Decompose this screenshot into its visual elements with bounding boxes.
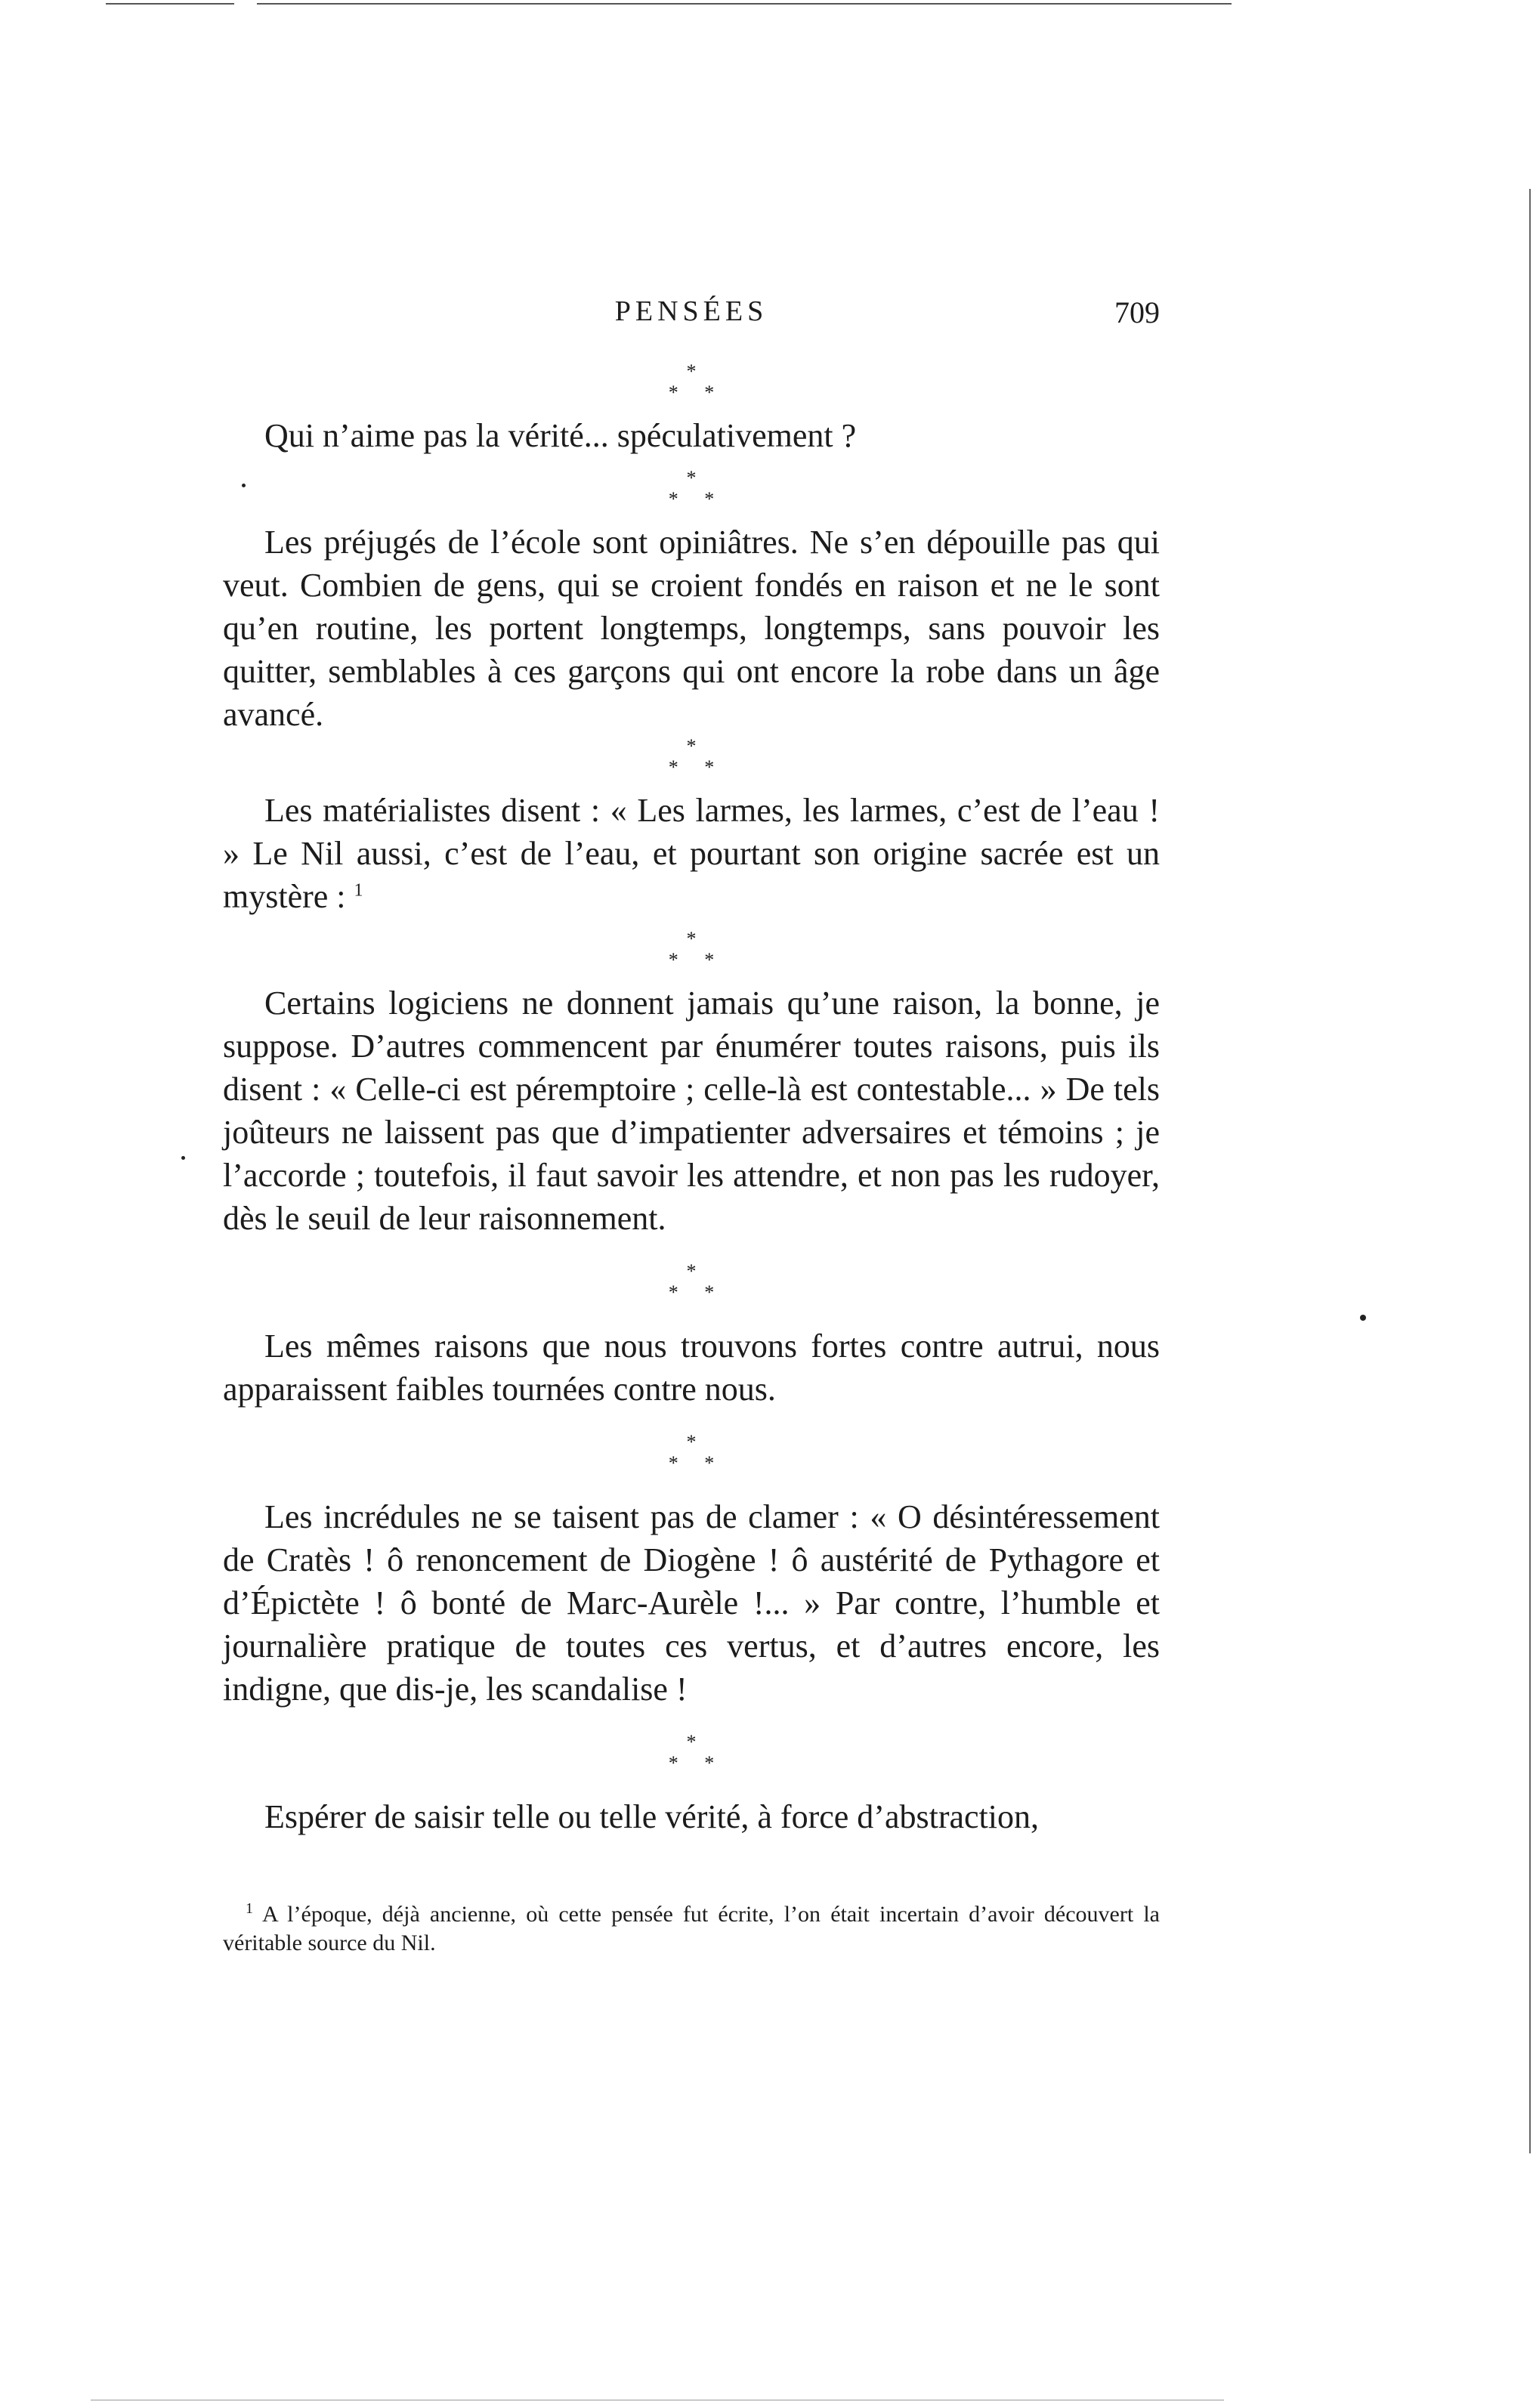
asterism-bottom: * * — [668, 1452, 725, 1474]
paragraph: Qui n’aime pas la vérité... spéculativement ? — [264, 417, 857, 454]
asterism-separator — [223, 1432, 1160, 1474]
scan-edge-right — [1529, 189, 1531, 2153]
footnote — [223, 1900, 1160, 1958]
running-head: PENSÉES — [614, 295, 768, 327]
page-header — [223, 295, 1160, 340]
asterism-separator — [223, 929, 1160, 971]
dust-speck — [181, 1156, 185, 1160]
asterism-top: * — [686, 467, 697, 489]
paragraph: Certains logiciens ne donnent jamais qu’une raison, la bonne, je suppose. D’autres commencent par énumérer toutes raisons, puis ils disent : « Celle-ci est péremptoire ; celle-là est contestable... » De tels joûteurs ne laissent pas que d’impatienter adversaires et témoins ; je l’accorde ; toutefois, il faut savoir les attendre, et non pas les rudoyer, dès le seuil de leur raisonnement. — [223, 985, 1160, 1237]
footnote-reference[interactable]: 1 — [354, 880, 363, 901]
paragraph-text: Les matérialistes disent : « Les larmes, les larmes, c’est de l’eau ! » Le Nil aussi, c’est de l’eau, et pourtant son origine sacrée est un mystère : — [223, 792, 1160, 915]
paragraph — [223, 789, 1160, 918]
paragraph: Les incrédules ne se taisent pas de clamer : « O désintéressement de Cratès ! ô renoncement de Diogène ! ô austérité de Pythagore et d’Épictète ! ô bonté de Marc-Aurèle !... » Par contre, l’humble et journalière pratique de toutes ces vertus, et d’autres encore, les indigne, que dis-je, les scandalise ! — [223, 1498, 1160, 1708]
asterism-top: * — [686, 735, 697, 757]
asterism-bottom: * * — [668, 1752, 725, 1774]
paragraph: Les préjugés de l’école sont opiniâtres. Ne s’en dépouille pas qui veut. Combien de gens, qui se croient fondés en raison et ne le sont qu’en routine, les portent longtemps, longtemps, sans pouvoir les quitter, semblables à ces garçons qui ont encore la robe dans un âge avancé. — [223, 524, 1160, 733]
asterism-top: * — [686, 1260, 697, 1282]
scan-edge-top — [257, 3, 1232, 5]
asterism-bottom: * * — [668, 756, 725, 778]
dust-speck — [1360, 1315, 1366, 1321]
footnote-text: A l’époque, déjà ancienne, où cette pensée fut écrite, l’on était incertain d’avoir découvert la véritable source du Nil. — [223, 1902, 1160, 1955]
asterism-bottom: * * — [668, 1281, 725, 1303]
asterism-separator — [223, 1261, 1160, 1303]
asterism-top: * — [686, 360, 697, 382]
footnote-mark: 1 — [246, 1900, 253, 1917]
scan-edge-top-short — [106, 3, 234, 5]
asterism-bottom: * * — [668, 488, 725, 510]
asterism-separator — [223, 468, 1160, 510]
asterism-bottom: * * — [668, 949, 725, 971]
asterism-separator — [223, 736, 1160, 778]
asterism-separator — [223, 1732, 1160, 1774]
asterism-top: * — [686, 1731, 697, 1753]
asterism-top: * — [686, 1431, 697, 1453]
asterism-separator — [223, 361, 1160, 403]
paragraph: Les mêmes raisons que nous trouvons fortes contre autrui, nous apparaissent faibles tournées contre nous. — [223, 1328, 1160, 1408]
main-text — [223, 361, 1160, 1838]
page-number: 709 — [1114, 295, 1160, 329]
asterism-top: * — [686, 928, 697, 950]
paragraph: Espérer de saisir telle ou telle vérité, à force d’abstraction, — [264, 1798, 1039, 1835]
asterism-bottom: * * — [668, 382, 725, 403]
